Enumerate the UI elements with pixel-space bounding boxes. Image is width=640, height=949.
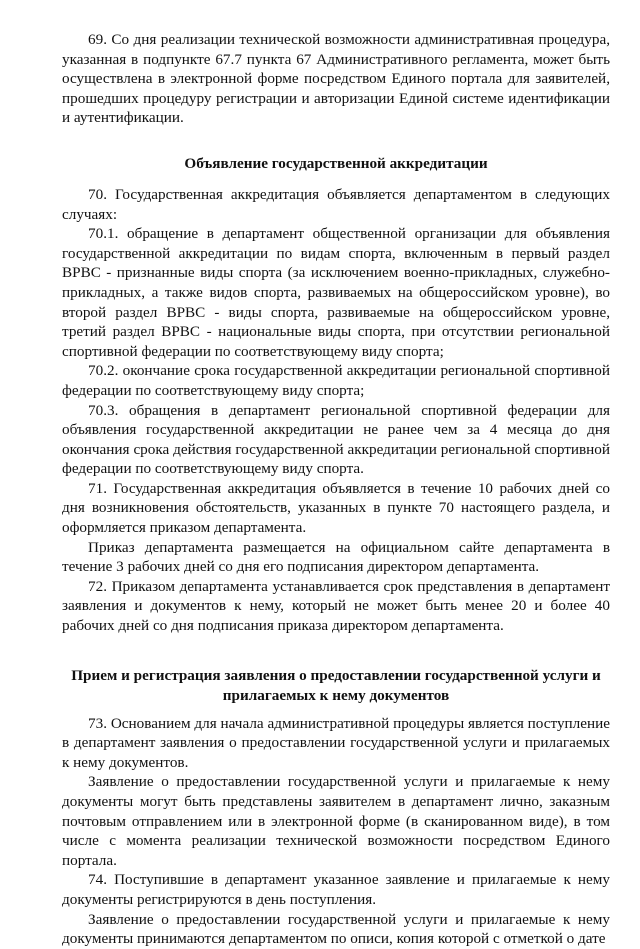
paragraph-72: 72. Приказом департамента устанавливается срок представления в департамент заявления и документов к нему, который не может быть менее 20 и более 40 рабочих дней со дня подписания приказа директором департамента. [62,577,610,635]
paragraph-70-1: 70.1. обращение в департамент общественной организации для объявления государственной аккредитации по видам спорта, включенным в первый раздел ВРВС - признанные виды спорта (за исключением военно-прикладных, служебно-прикладных, а также видов спорта, развиваемых на общероссийском уровне), во второй раздел ВРВС - виды спорта, развиваемые на общероссийском уровне, третий раздел ВРВС - национальные виды спорта, при отсутствии региональной спортивной федерации по соответствующему виду спорта; [62,225,610,360]
paragraph-71-order: Приказ департамента размещается на официальном сайте департамента в течение 3 рабочих дней со дня его подписания директором департамента. [62,538,610,576]
paragraph-70-3: 70.3. обращения в департамент региональной спортивной федерации для объявления государственной аккредитации не ранее чем за 4 месяца до дня окончания срока действия государственной аккредитации региональной спортивной федерации по соответствующему виду спорта. [62,401,610,478]
paragraph-74-b: Заявление о предоставлении государственной услуги и прилагаемые к нему документы принимаются департаментом по описи, копия которой с отметкой о дате [62,910,610,948]
document-body [62,30,610,949]
paragraph-74: 74. Поступившие в департамент указанное заявление и прилагаемые к нему документы регистрируются в день поступления. [62,871,610,908]
paragraph-73: 73. Основанием для начала административной процедуры является поступление в департамент заявления о предоставлении государственной услуги и прилагаемых к нему документов. [62,714,610,771]
section-heading-accreditation: Объявление государственной аккредитации [184,154,488,172]
paragraph-69: 69. Со дня реализации технической возможности административная процедура, указанная в подпункте 67.7 пункта 67 Административного регламента, может быть осуществлена в электронной форме посредством Единого портала для заявителей, прошедших процедуру регистрации и авторизации Единой системе идентификации и аутентификации. [62,31,610,127]
paragraph-71: 71. Государственная аккредитация объявляется в течение 10 рабочих дней со дня возникновения обстоятельств, указанных в пункте 70 настоящего раздела, и оформляется приказом департамента. [62,479,610,537]
paragraph-73-b: Заявление о предоставлении государственной услуги и прилагаемые к нему документы могут быть представлены заявителем в департамент лично, заказным почтовым отправлением или в электронной форме (в сканированном виде), в том числе с момента реализации технической возможности посредством Единого портала. [62,773,610,869]
paragraph-70: 70. Государственная аккредитация объявляется департаментом в следующих случаях: [62,185,610,223]
section-heading-reception: Прием и регистрация заявления о предоставлении государственной услуги и прилагаемых к нему документов [71,666,601,704]
paragraph-70-2: 70.2. окончание срока государственной аккредитации региональной спортивной федерации по соответствующему виду спорта; [62,362,610,399]
